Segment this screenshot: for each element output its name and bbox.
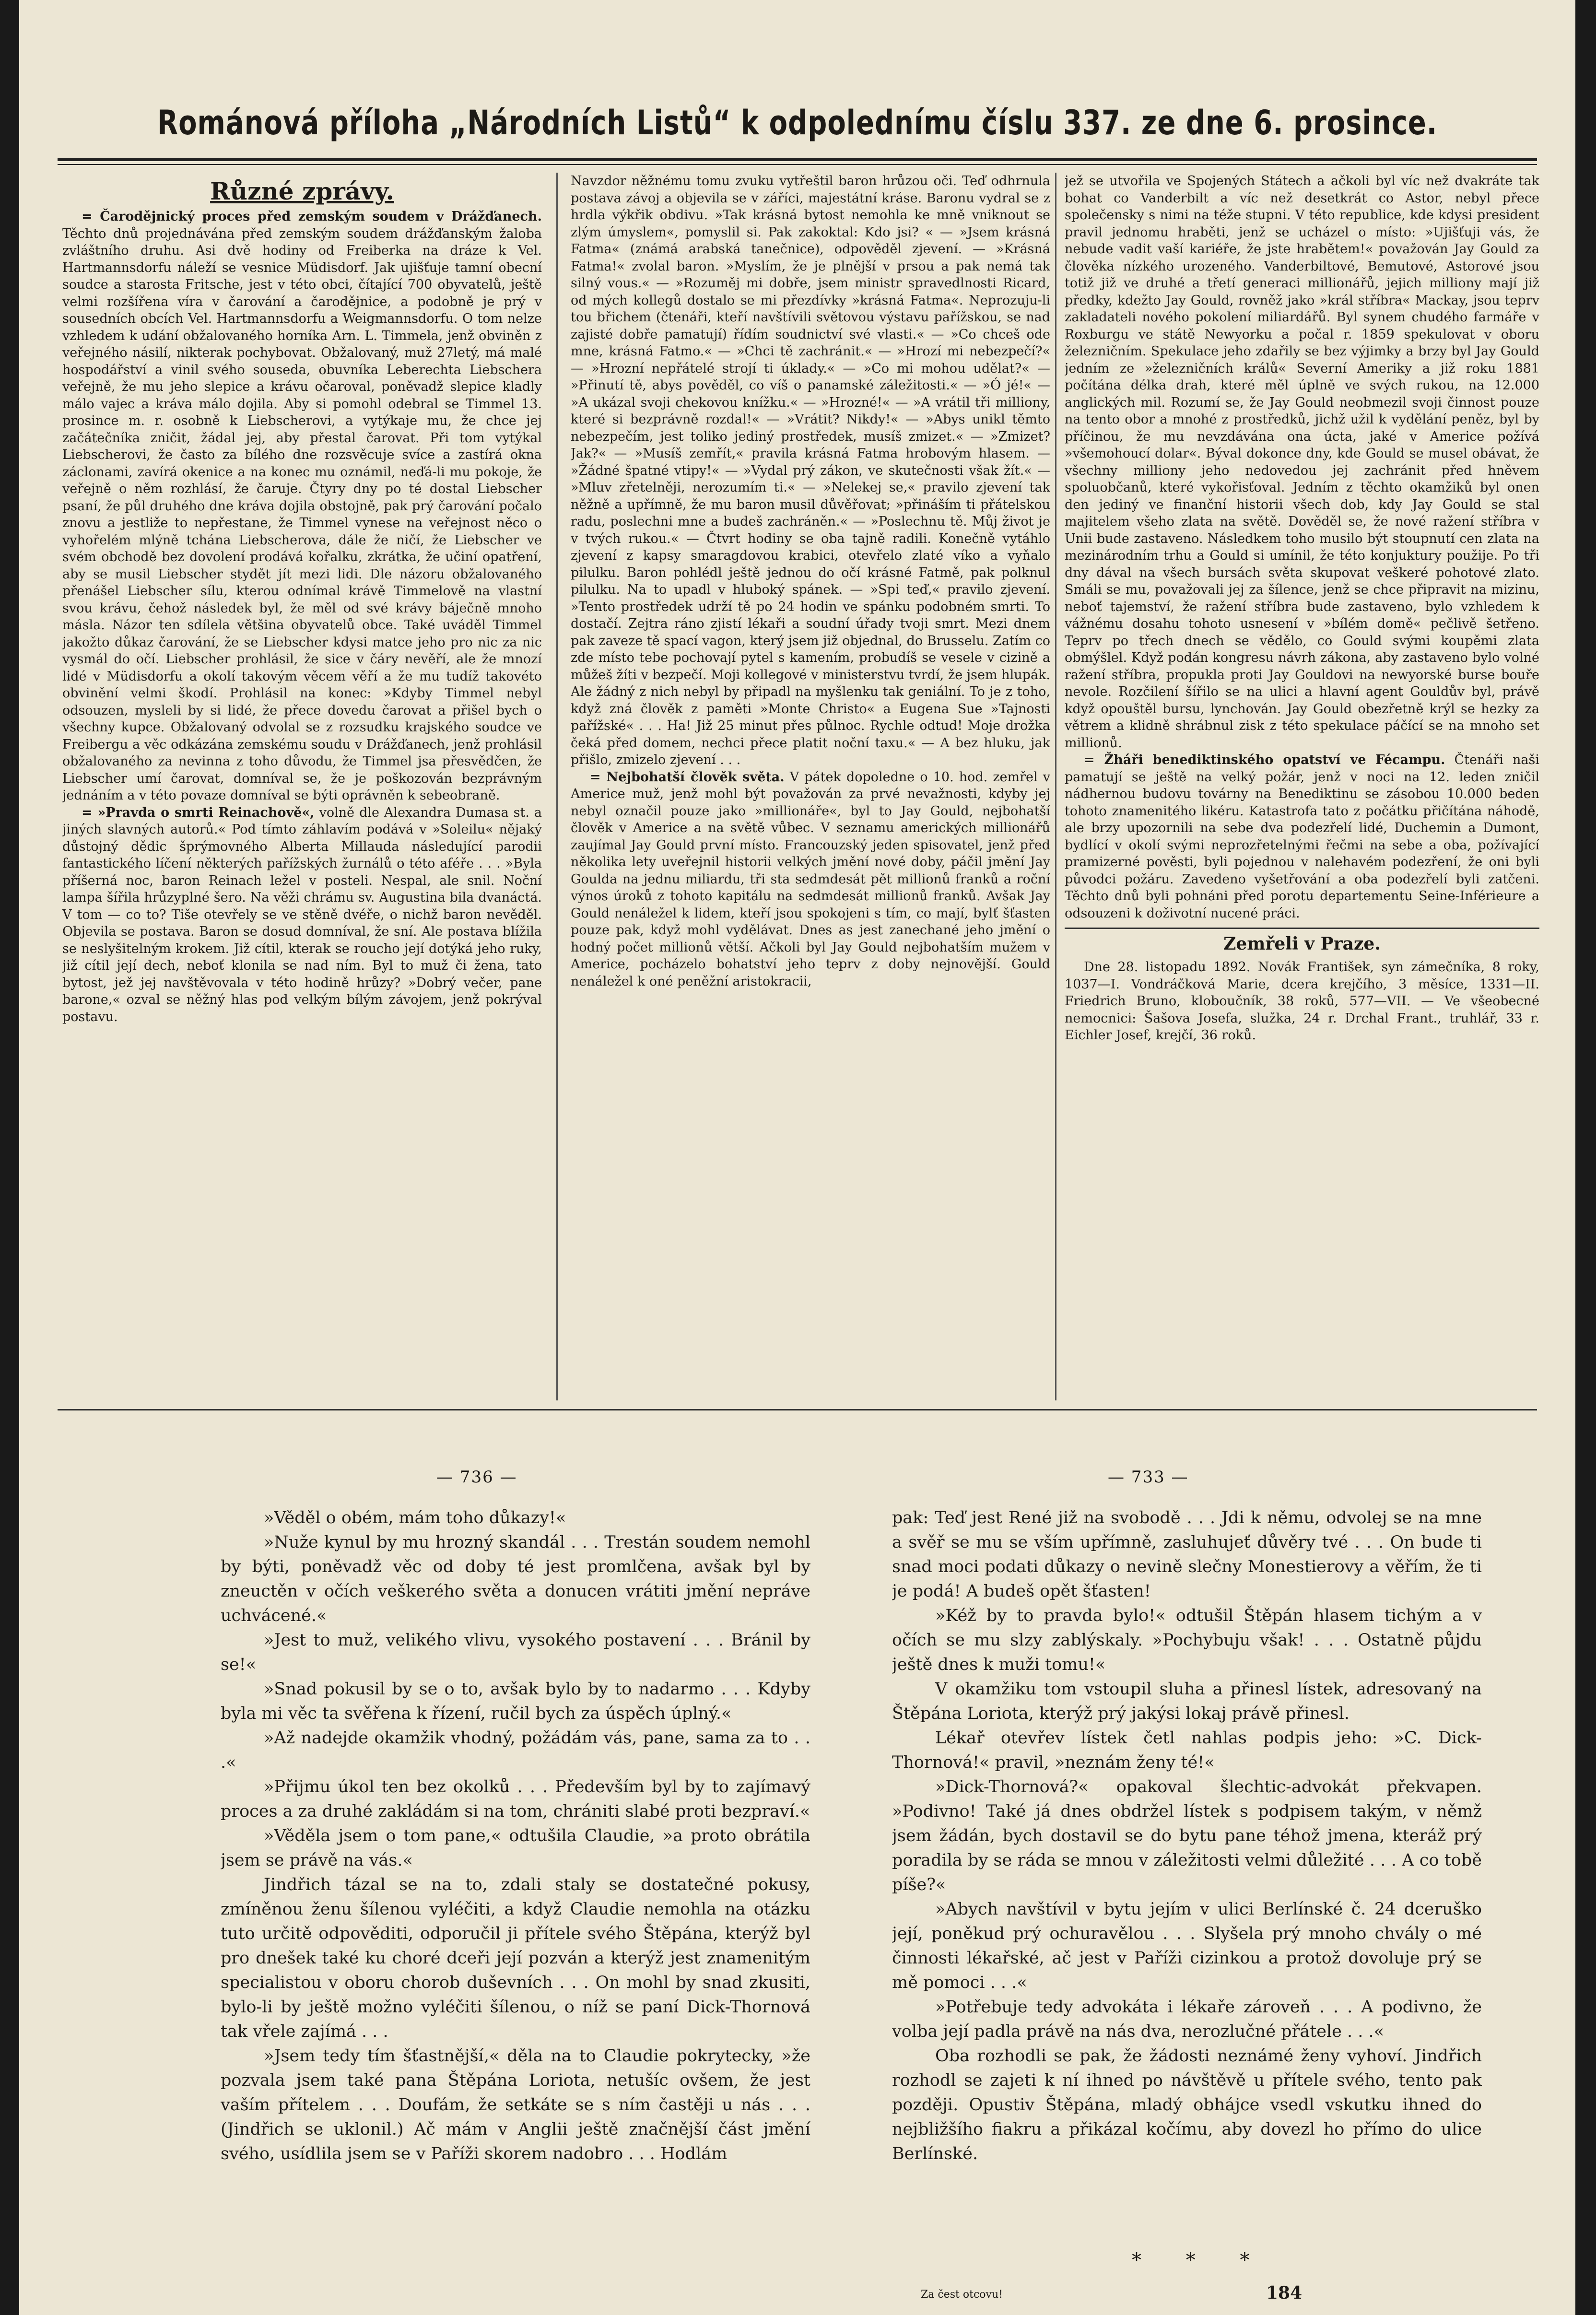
article-heading: = Čarodějnický proces před zemským soudem v Drážďanech. <box>82 209 542 224</box>
paragraph: »Kéž by to pravda bylo!« odtušil Štěpán hlasem tichým a v očích se mu slzy zablýskaly. »Pochybuju však! . . . Ostatně půjdu ještě dnes k muži tomu!« <box>892 1606 1482 1674</box>
paragraph: »Věděl o obém, mám toho důkazy!« <box>264 1508 566 1528</box>
article-body: V pátek dopoledne o 10. hod. zemřel v Americe muž, jenž mohl být považován za prvé nevažnosti, kdyby jej nebyl označil pouze jako »millionáře«, byl to Jay Gould, nejbohatší člověk v Americe a na světě vůbec. V seznamu amerických millionářů zaujímal Jay Gould první místo. Francouzský jeden spisovatel, jenž před několika lety uveřejnil historii velkých jmění nové doby, páčil jmění Jay Goulda na jednu miliardu, tři sta sedmdesát pět millionů franků a roční výnos úroků z tohoto kapitálu na sedmdesát millionů franků. Avšak Jay Gould nenáležel k lidem, kteří jsou spokojeni s tím, co mají, bylť šťasten pouze pak, když mohl vydělávat. Dnes as jest zanechané jeho jmění o hodný počet millionů větší. Ačkoli byl Jay Gould nejbohatším mužem v Americe, pocházelo bohatství jeho teprv z doby nejnovější. Gould nenáležel k oné peněžní aristokracii, <box>571 769 1050 989</box>
article-reinach-cont: Navzdor něžnému tomu zvuku vytřeštil baron hrůzou oči. Teď odhrnula postava závoj a objevila se v záříci, majestátní kráse. Baronu vydral se z hrdla výkřik obdivu. »Tak krásná bytost nemohla ke mně vniknout se zlým úmyslem«, pomyslil si. Pak zakoktal: Kdo jsi? « — »Jsem krásná Fatma« (známá arabská tanečnice), odpověděl zjevení. — »Krásná Fatma!« zvolal baron. »Myslím, že je plnější v prsou a pak nemá tak silný vous.« — »Rozuměj mi dobře, jsem ministr spravedlnosti Ricard, od mých kollegů dostalo se mi přezdívky »krásná Fatma«. Neprozuju-li tou břichem (čtenáři, kteří navštívili světovou výstavu pařížskou, se nad zajisté dobře pamatují) řídím soudnictví své vlasti.« — »Co chceš ode mne, krásná Fatmo.« — »Chci tě zachránit.« — »Hrozí mi nebezpečí?« — »Hrozní nepřátelé strojí ti úklady.« — »Co mi mohou udělat?« — »Přinutí tě, abys pověděl, co víš o panamské záležitosti.« — »Ó jé!« — »A ukázal svoji chekovou knížku.« — »Hrozné!« — »A vrátil tři milliony, které si bezprávně rozdal!« — »Vrátit? Nikdy!« — »Abys unikl těmto nebezpečím, jest toliko jediný prostředek, musíš zmizet.« — »Zmizet? Jak?« — »Musíš zemřít,« pravila krásná Fatma hrobovým hlasem. — »Žádné špatné vtipy!« — »Vydal prý zákon, ve skutečnosti však žít.« — »Mluv zřetelněji, nerozumím ti.« — »Nelekej se,« pravilo zjevení tak něžně a upřímně, že mu baron musil důvěřovat; »přináším ti přátelskou radu, poslechni mne a budeš zachráněn.« — »Poslechnu tě. Můj život je v tvých rukou.« — Čtvrt hodiny se oba tajně radili. Konečně vytáhlo zjevení z kapsy smaragdovou krabici, otevřelo zlaté víko a vyňalo pilulku. Baron pohlédl ještě jednou do očí krásné Fatmě, pak polknul pilulku. Na to upadl v hluboký spánek. — »Spi teď,« pravilo zjevení. »Tento prostředek udrží tě po 24 hodin ve spánku podobném smrti. To dostačí. Zejtra ráno zjistí lékaři a soudní úřady tvoji smrt. Mezi dnem pak zaveze tě spací vagon, který jsem již objednal, do Brusselu. Zatím co zde místo tebe pochovají pytel s kamením, probudíš se vesele v cizině a můžeš žíti v bezpečí. Moji kollegové v ministerstvu tvrdí, že jsem hlupák. Ale žádný z nich nebyl by připadl na myšlenku tak geniální. To je z toho, když zná člověk z paměti »Monte Christo« a Eugena Sue »Tajnosti pařížské« . . . Ha! Již 25 minut přes půlnoc. Rychle odtud! Moje drožka čeká před domem, nechci přece platit noční taxu.« — A bez hluku, jak přišlo, zmizelo zjevení . . . <box>571 174 1050 767</box>
paragraph: V okamžiku tom vstoupil sluha a přinesl lístek, adresovaný na Štěpána Loriota, kterýž prý jakýsi lokaj právě přinesl. <box>892 1680 1482 1723</box>
paragraph: »Abych navštívil v bytu jejím v ulici Berlínské č. 24 dceruško její, poněkud prý ochuravělou . . . Slyšela prý mnoho chvály o mé činnosti lékařské, ač jest v Paříži cizinkou a protož dovoluje prý se mě pomoci . . .« <box>892 1900 1482 1992</box>
section-title: Různé zprávy. <box>210 177 394 205</box>
article-heading: = Nejbohatší člověk světa. <box>590 769 785 785</box>
paragraph: »Potřebuje tedy advokáta i lékaře zároveň . . . A podivno, že volba její padla právě na nás dva, nerozlučné přátele . . .« <box>892 1998 1482 2041</box>
paragraph: »Až nadejde okamžik vhodný, požádám vás, pane, sama za to . . .« <box>221 1728 810 1772</box>
masthead-title: Románová příloha „Národních Listů“ k odpolednímu číslu 337. ze dne 6. prosince. <box>157 104 1438 143</box>
article-gould <box>571 769 1050 990</box>
column-1 <box>62 173 542 1410</box>
paragraph: »Jest to muž, velikého vlivu, vysokého postavení . . . Bránil by se!« <box>221 1631 810 1674</box>
article-gould-cont: jež se utvořila ve Spojených Státech a ačkoli byl víc než dvakráte tak bohat co Vanderbilt a víc než desetkrát co Astor, nebyl přece společensky s nimi na téže stupni. V této republice, kde kdysi president pravil jednomu hraběti, jenž se ucházel o místo: »Ujišťuji vás, že nebude vadit vaší kariéře, že jste hrabětem!« považován Jay Gould za člověka nízkého urozeného. Vanderbiltové, Bemutové, Astorové jsou totiž již ve druhé a třetí generaci millionářů, jejich milliony mají již předky, kdežto Jay Gould, rovněž jako »král stříbra« Mackay, jsou teprv zakladateli nového pokolení miliardářů. Byl synem chudého farmáře v Roxburgu ve státě Newyorku a počal r. 1859 spekulovat v oboru železničním. Spekulace jeho zdařily se bez výjimky a brzy byl Jay Gould jedním ze »železničních králů« Severní Ameriky a již roku 1881 počítána délka drah, které měl úplně ve svých rukou, na 12.000 anglických mil. Rozumí se, že Jay Gould neobmezil svoji činnost pouze na tento obor a mnohé z prostředků, jichž užil k vydělání peněz, byl by příčinou, že mu nevzdávána ona úcta, jaké v Americe požívá »všemohoucí dolar«. Býval dokonce dny, kde Gould se musel obávat, že všechny milliony jeho nedovedou jej zachránit před hněvem spoluobčanů, které vykořisťoval. Jedním z těchto okamžiků byl onen den jediný ve finanční historii všech dob, kdy Jay Gould se stal majitelem všeho zlata na světě. Dověděl se, že nové ražení stříbra v Unii bude zastaveno. Následkem toho musilo být stoupnutí cen zlata na mezinárodním trhu a Gould si umínil, že této konjuktury použije. Po tři dny dával na všech bursách světa skupovat veškeré pohotové zlato. Smáli se mu, považovali jej za šílence, jenž se chce připravit na mizinu, neboť tajemství, že ražení stříbra bude zastaveno, bylo vzhledem k vážnému dosahu tohoto usnesení v »bílém domě« pečlivě šetřeno. Teprv po třech dnech se vědělo, co Gould svými koupěmi zlata obmýšlel. Když podán kongresu návrh zákona, aby zastaveno bylo volné ražení stříbra, propukla proti Jay Gouldovi na newyorské burse bouře nevole. Rozčilení šířilo se na ulici a hlavní agent Gouldův byl, právě když opouštěl bursu, lynchován. Jay Gould obezřetně krýl se hezky za větrem a klidně shrábnul zisk z této spekulace páčící se na mnoho set millionů. <box>1065 174 1539 751</box>
newspaper-page <box>19 0 1575 2315</box>
deaths-list: Dne 28. listopadu 1892. Novák František, syn zámečníka, 8 roky, 1037—I. Vondráčková Marie, dcera krejčího, 3 měsíce, 1331—II. Friedrich Bruno, kloboučník, 38 roků, 577—VII. — Ve všeobecné nemocnici: Šašova Josefa, služka, 24 r. Drchal Frant., truhlář, 33 r. Eichler Josef, krejčí, 36 roků. <box>1065 960 1539 1043</box>
article-reinach <box>62 804 542 1026</box>
article-body: volně dle Alexandra Dumasa st. a jiných slavných autorů.« Pod tímto záhlavím podává v »Soleilu« nějaký důstojný dědic šprýmovného Alberta Millauda následující parodii fantastického líčení některých pařížských žurnálů o této aféře . . . »Byla příšerná noc, baron Reinach ležel v posteli. Nespal, ale snil. Noční lampa šířila hrůzyplné šero. Na věži chrámu sv. Augustina bila dvanáctá. V tom — co to? Tiše otevřely se ve stěně dvéře, o nichž baron nevěděl. Objevila se postava. Baron se dosud domníval, že sní. Ale postava blížila se neslyšitelným krokem. Již cítil, kterak se roucho její dotýká jeho ruky, již cítil její dech, neboť klonila se nad ním. Byl to muž či žena, tato bytost, jež jej navštěvovala v této hodině hrůzy? »Dobrý večer, pane barone,« ozval se něžný hlas pod velkým bílým závojem, jenž pokrýval postavu. <box>62 805 542 1024</box>
masthead-rule <box>58 158 1537 161</box>
column-divider <box>1055 173 1056 1400</box>
article-heading: = Žháři benediktinského opatství ve Fécampu. <box>1084 752 1445 767</box>
paragraph: pak: Teď jest René již na svobodě . . . Jdi k němu, odvolej se na mne a svěř se mu se vším upřímně, zasluhujeť důvěry tvé . . . On bude ti snad moci podati důkazy o nevině slečny Monestierovy a věřím, že ti je podá! A budeš opět šťasten! <box>892 1508 1482 1601</box>
section-break-stars: * * * <box>1132 2249 1269 2271</box>
column-divider <box>556 173 558 1400</box>
article-proces <box>62 208 542 804</box>
paragraph: »Snad pokusil by se o to, avšak bylo by to nadarmo . . . Kdyby byla mi věc ta svěřena k řízení, ručil bych za úspěch úplný.« <box>221 1680 810 1723</box>
feuilleton-page-number-right: — 733 — <box>1108 1468 1189 1487</box>
feuilleton-footer-page: 184 <box>1266 2283 1303 2303</box>
article-fecamp <box>1065 752 1539 922</box>
paragraph: »Nuže kynul by mu hrozný skandál . . . Trestán soudem nemohl by býti, poněvadž věc od doby té jest promlčena, avšak byl by zneuctěn v očích veškerého světa a donucen vrátiti jmění nepráve uchvácené.« <box>221 1533 810 1625</box>
feuilleton-column-right <box>892 1506 1482 2225</box>
feuilleton-rule <box>58 1409 1537 1410</box>
column-3 <box>1065 173 1539 1410</box>
paragraph: »Přijmu úkol ten bez okolků . . . Především byl by to zajímavý proces a za druhé zakládám si na tom, chrániti slabé proti bezpraví.« <box>221 1777 810 1821</box>
article-body: Čtenáři naši pamatují se ještě na velký požár, jenž v noci na 12. leden zničil nádhernou budovu továrny na Benediktinu se zásobou 10.000 beden tohoto znamenitého likéru. Katastrofa tato z počátku přičítána náhodě, ale brzy upozornili na sebe dva podezřelí lidé, Duchemin a Dumont, bydlící v okolí svými neprozřetelnými řečmi na sebe a oba, požívající pramizerné pověsti, byli pojednou v nalehavém podezření, že oni byli původci požáru. Zavedeno vyšetřování a oba podezřelí byli zatčeni. Těchto dnů byli pohnáni před porotu departementu Seine-Inférieure a odsouzeni k doživotní nucené práci. <box>1065 752 1539 921</box>
article-heading: = »Pravda o smrti Reinachově«, <box>82 805 315 820</box>
paragraph: Jindřich tázal se na to, zdali staly se dostatečné pokusy, zmíněnou ženu šílenou vyléčiti, a když Claudie nemohla na otázku tuto určitě odpověditi, odporučil ji přítele svého Štěpána, kterýž byl pro dnešek také ku choré dceři její pozván a kterýž jest znamenitým specialistou v oboru chorob duševních . . . On mohl by snad zkusiti, bylo-li by ještě možno vyléčiti šílenou, o níž se paní Dick-Thornová tak vřele zajímá . . . <box>221 1875 810 2041</box>
feuilleton-footer-title: Za čest otcovu! <box>921 2289 1003 2301</box>
paragraph: »Jsem tedy tím šťastnější,« děla na to Claudie pokrytecky, »že pozvala jsem také pana Štěpána Loriota, netušíc ovšem, že jest vaším přítelem . . . Doufám, že setkáte se s ním častěji u nás . . . (Jindřich se uklonil.) Ač mám v Anglii ještě značnější část jmění svého, usídlila jsem se v Paříži skorem nadobro . . . Hodlám <box>221 2046 810 2163</box>
paragraph: »Věděla jsem o tom pane,« odtušila Claudie, »a proto obrátila jsem se právě na vás.« <box>221 1826 810 1870</box>
deaths-title: Zemřeli v Praze. <box>1065 928 1539 955</box>
feuilleton-page-number-left: — 736 — <box>436 1468 517 1487</box>
column-2 <box>571 173 1050 1410</box>
article-body: Těchto dnů projednávána před zemským soudem drážďanským žaloba zvláštního druhu. Asi dvě hodiny od Freiberka na dráze k Vel. Hartmannsdorfu náleží se vesnice Müdisdorf. Jak ujišťuje tamní obecní soudce a starosta Fritsche, jest v této obci, čítající 700 obyvatelů, ještě velmi rozšířena víra v čarování a čarodějnice, a podobně je prý v sousedních obcích Vel. Hartmannsdorfu a Weigmannsdorfu. O tom nelze vzhledem k udání obžalovaného horníka Arn. L. Timmela, jenž obviněn z veřejného násilí, nikterak pochybovat. Obžalovaný, muž 27letý, má malé hospodářství a vinil svého souseda, obuvníka Leberechta Liebschera veřejně, že mu jeho slepice a krávu očaroval, poněvadž slepice kladly málo vajec a kráva málo dojila. Aby si pomohl odebral se Timmel 13. prosince m. r. osobně k Liebscherovi, a vytýkaje mu, že chce jej začátečníka zničit, žádal jej, aby přestal čarovat. Při tom vytýkal Liebscherovi, že často za bílého dne rozsvěcuje svíce a zastírá okna záclonami, zavírá okenice a na konec mu oznámil, neďá-li mu pokoje, že veřejně o něm rozhlásí, že čaruje. Čtyry dny po té dostal Liebscher psaní, že půl druhého dne kráva dojila obstojně, pak prý čarování počalo znovu a jestliže to nepřestane, že Timmel vynese na veřejnost něco o vyhořelém mlýně tchána Liebscherova, dále že ničí, že Liebscher ve svém obchodě bez dovolení prodává kořalku, zkrátka, že učiní opatření, aby se musil Liebscher stydět jít mezi lidi. Dle názoru obžalovaného přenášel Liebscher sílu, kterou odnímal krávě Timmelově na vlastní svou krávu, čehož následek byl, že měl od své krávy báječně mnoho másla. Názor ten sdílela většina obyvatelů obce. Také uváděl Timmel jakožto důkaz čarování, že se Liebscher kdysi matce jeho pro nic za nic vysmál do očí. Liebscher prohlásil, že sice v čáry nevěří, ale že mnozí lidé v Müdisdorfu a okolí takovým věcem věří a že mu tudíž takovéto obvinění velmi škodí. Prohlásil na konec: »Kdyby Timmel nebyl odsouzen, mysleli by si lidé, že přece dovedu čarovat a přišel bych o všechny kupce. Obžalovaný odvolal se z rozsudku krajského soudce ve Freibergu a věc odkázána zemskému soudu v Drážďanech, jenž prohlásil obžalovaného za nevinna z toho důvodu, že Timmel jsa přesvědčen, že Liebscher umí čarovat, domníval se, že je poškozován bezprávným jednáním a v této povaze domníval se býti oprávněn k sebeobraně. <box>62 226 542 803</box>
paragraph: »Dick-Thornová?« opakoval šlechtic-advokát překvapen. »Podivno! Také já dnes obdržel lístek s podpisem takým, v němž jsem žádán, bych dostavil se do bytu pane téhož jmena, kteráž prý poradila by se ráda se mnou v záležitosti velmi důležité . . . A co tobě píše?« <box>892 1777 1482 1894</box>
paragraph: Oba rozhodli se pak, že žádosti neznámé ženy vyhoví. Jindřich rozhodl se zajeti k ní ihned po návštěvě u přítele svého, tento pak později. Opustiv Štěpána, mladý obhájce vsedl vskutku ihned do nejbližšího fiakru a přikázal kočímu, aby dovezl ho přímo do ulice Berlínské. <box>892 2046 1482 2163</box>
masthead-rule-thin <box>58 164 1537 165</box>
paragraph: Lékař otevřev lístek četl nahlas podpis jeho: »C. Dick-Thornová!« pravil, »neznám ženy té!« <box>892 1728 1482 1772</box>
feuilleton-column-left <box>221 1506 810 2225</box>
